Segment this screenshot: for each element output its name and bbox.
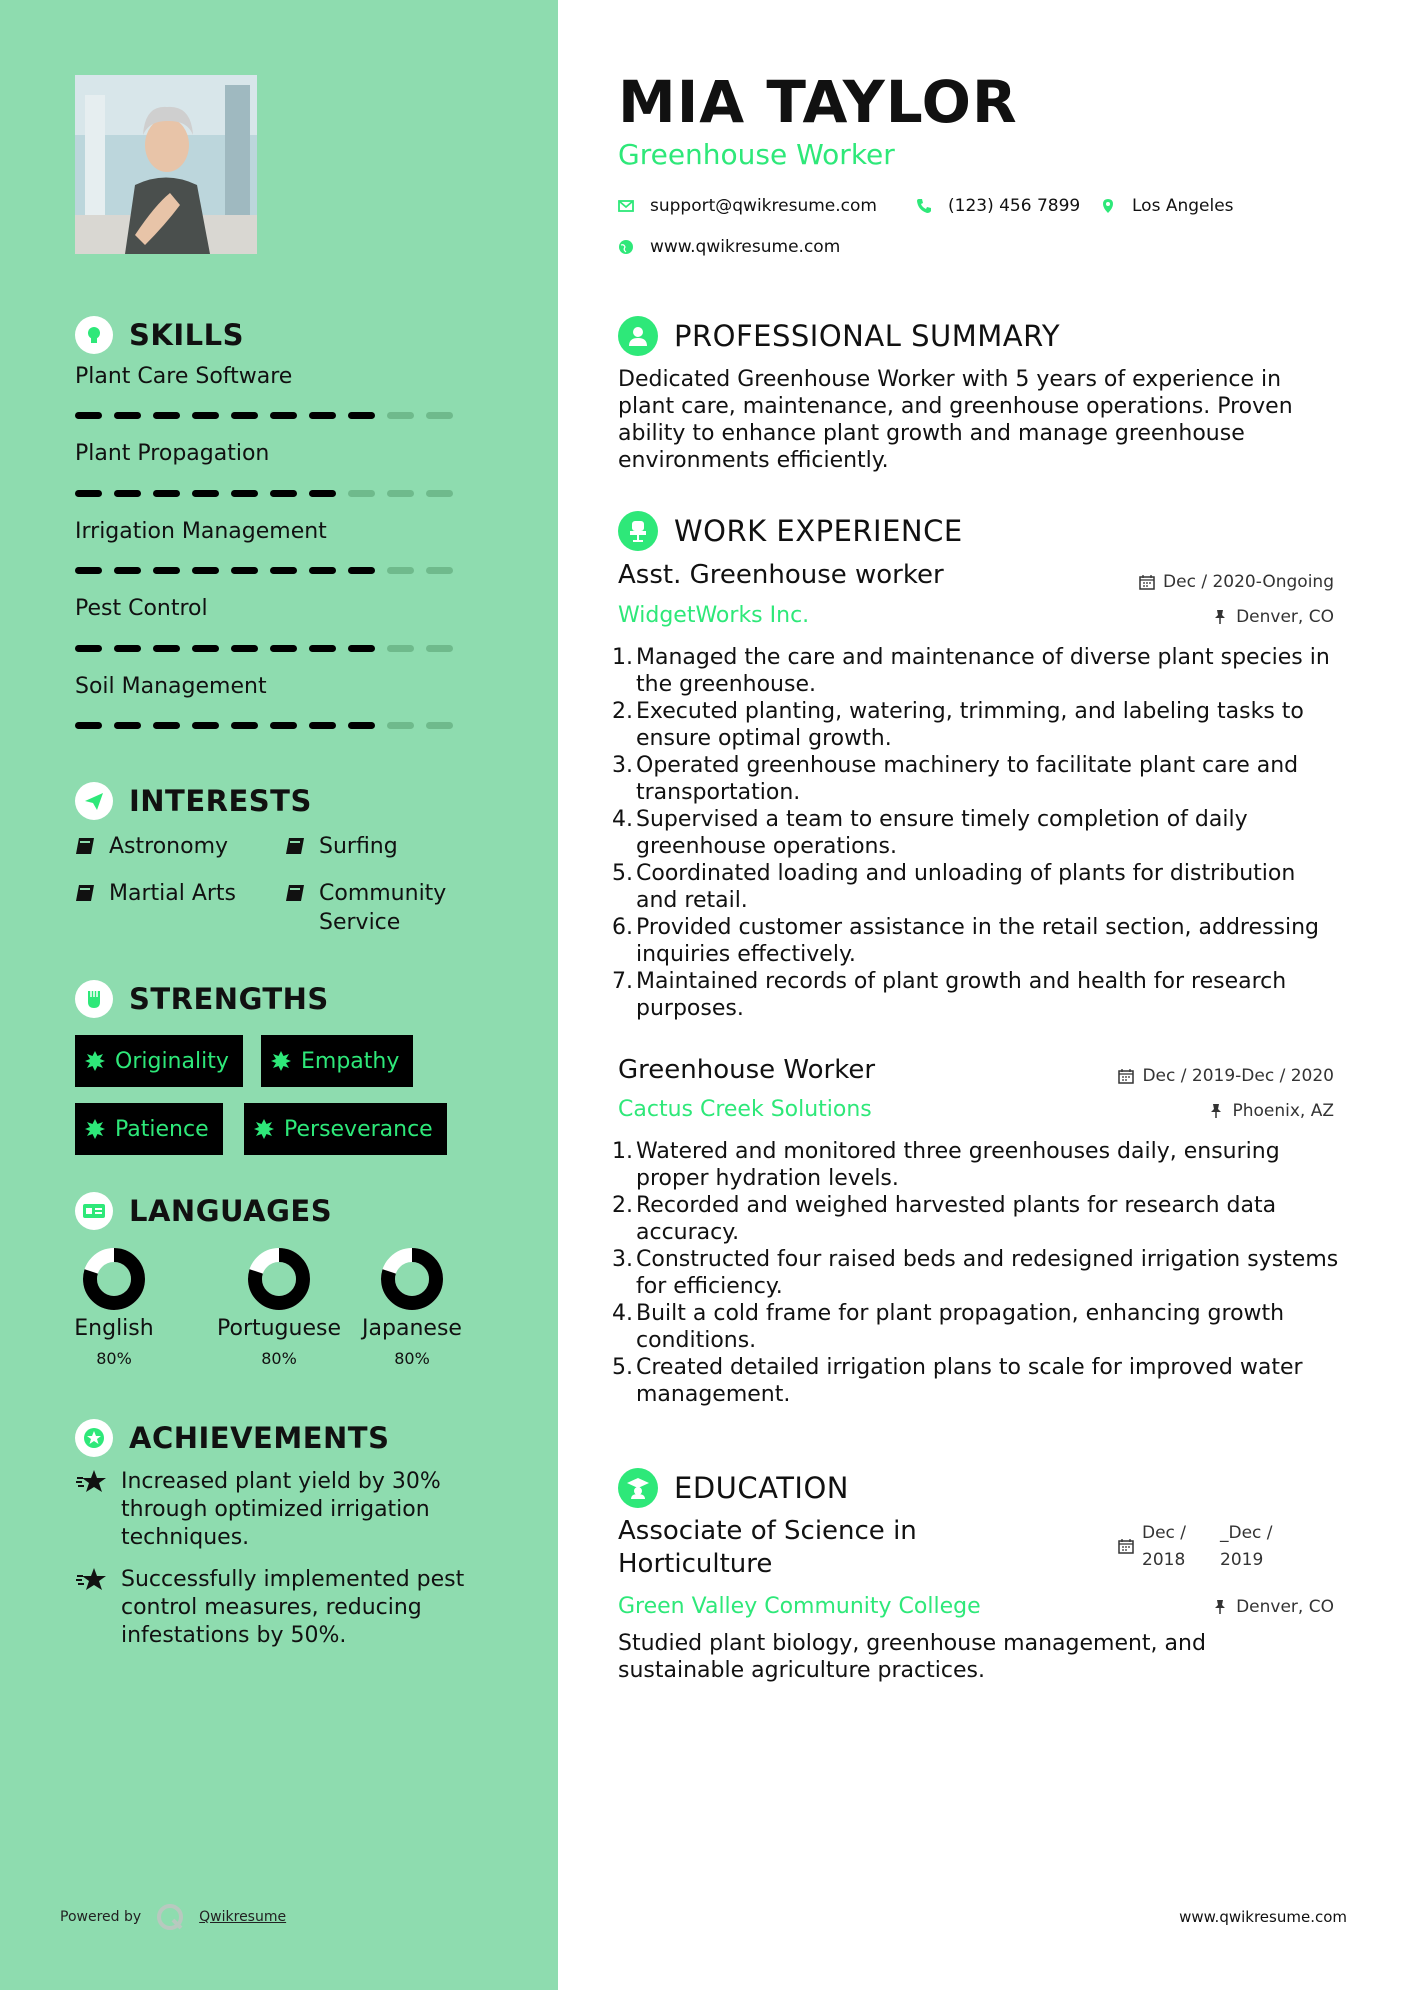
strength-tag: Patience	[75, 1103, 223, 1155]
skill-dash	[387, 490, 414, 497]
id-card-icon	[75, 1192, 113, 1230]
lightbulb-icon	[75, 316, 113, 354]
chair-icon	[618, 511, 658, 551]
education-description: Studied plant biology, greenhouse management, and sustainable agriculture practices.	[618, 1631, 1206, 1683]
interests-heading	[75, 782, 312, 820]
book-icon	[285, 837, 305, 855]
skill-dash	[153, 490, 180, 497]
badge-icon	[85, 1119, 105, 1139]
contact-location: Los Angeles	[1100, 196, 1234, 216]
contact-website[interactable]: www.qwikresume.com	[618, 237, 840, 257]
job-responsibilities	[612, 644, 1342, 1022]
skill-bar	[75, 722, 465, 729]
section-title: PROFESSIONAL SUMMARY	[674, 319, 1061, 353]
language-donut	[81, 1246, 147, 1312]
skill-dash	[426, 567, 453, 574]
skill-dash	[348, 645, 375, 652]
skill-dash	[114, 490, 141, 497]
skill-dash	[426, 490, 453, 497]
language-item	[342, 1246, 482, 1368]
company-name: WidgetWorks Inc.	[618, 603, 810, 628]
badge-icon	[85, 1051, 105, 1071]
responsibility-item: Constructed four raised beds and redesigned irrigation systems for efficiency.	[636, 1247, 1339, 1299]
skill-dash	[75, 567, 102, 574]
paper-plane-icon	[75, 782, 113, 820]
candidate-title: Greenhouse Worker	[618, 138, 895, 171]
skill-dash	[153, 412, 180, 419]
skill-dash	[309, 490, 336, 497]
skill-dash	[309, 645, 336, 652]
skill-dash	[114, 567, 141, 574]
profile-photo	[75, 75, 257, 254]
book-icon	[75, 837, 95, 855]
degree-title: Associate of Science in Horticulture	[618, 1516, 917, 1579]
skill-dash	[192, 490, 219, 497]
interest-item: Martial Arts	[75, 879, 236, 908]
skill-dash	[75, 490, 102, 497]
section-title: STRENGTHS	[129, 982, 329, 1016]
pushpin-icon	[1212, 1599, 1228, 1615]
language-percent: 80%	[96, 1349, 132, 1368]
phone-icon	[916, 198, 932, 214]
skill-dash	[309, 722, 336, 729]
job-title: Asst. Greenhouse worker	[618, 560, 944, 590]
responsibility-item: Supervised a team to ensure timely completion of daily greenhouse operations.	[636, 807, 1248, 859]
calendar-icon	[1139, 574, 1155, 590]
education-heading	[618, 1468, 849, 1508]
skill-dash	[75, 645, 102, 652]
language-percent: 80%	[261, 1349, 297, 1368]
skill-dash	[114, 412, 141, 419]
language-item	[209, 1246, 349, 1368]
summary-heading	[618, 316, 1060, 356]
skill-dash	[309, 412, 336, 419]
skill-dash	[387, 722, 414, 729]
strength-tag: Originality	[75, 1035, 243, 1087]
job-dates: Dec / 2019-Dec / 2020	[1118, 1066, 1334, 1086]
achievement-item: Successfully implemented pest control measures, reducing infestations by 50%.	[75, 1566, 495, 1650]
job-dates: Dec / 2020-Ongoing	[1139, 572, 1334, 592]
achievements-heading	[75, 1419, 389, 1457]
job-title: Greenhouse Worker	[618, 1055, 876, 1085]
section-title: SKILLS	[129, 318, 244, 352]
footer-powered: Powered by Qwikresume	[60, 1902, 286, 1932]
graduate-icon	[618, 1468, 658, 1508]
fist-icon	[75, 980, 113, 1018]
pushpin-icon	[1212, 609, 1228, 625]
skill-dash	[270, 722, 297, 729]
skill-dash	[348, 490, 375, 497]
strengths-heading	[75, 980, 329, 1018]
envelope-icon	[618, 198, 634, 214]
language-item	[44, 1246, 184, 1368]
skill-dash	[309, 567, 336, 574]
strength-tag: Empathy	[261, 1035, 413, 1087]
skill-dash	[153, 645, 180, 652]
star-icon	[75, 1566, 107, 1594]
contact-phone[interactable]: (123) 456 7899	[916, 196, 1080, 216]
responsibility-item: Maintained records of plant growth and health for research purposes.	[636, 969, 1287, 1021]
skill-dash	[270, 567, 297, 574]
skill-dash	[426, 412, 453, 419]
skills-heading	[75, 316, 244, 354]
responsibility-item: Created detailed irrigation plans to scale for improved water management.	[636, 1355, 1303, 1407]
language-percent: 80%	[394, 1349, 430, 1368]
section-title: EDUCATION	[674, 1471, 850, 1505]
achievement-item: Increased plant yield by 30% through optimized irrigation techniques.	[75, 1468, 495, 1552]
section-title: WORK EXPERIENCE	[674, 514, 963, 548]
qwikresume-link[interactable]: Qwikresume	[199, 1909, 287, 1925]
language-name: Portuguese	[217, 1316, 341, 1341]
skill-dash	[270, 490, 297, 497]
skill-dash	[348, 722, 375, 729]
skill-dash	[75, 722, 102, 729]
candidate-name: MIA TAYLOR	[618, 68, 1018, 136]
book-icon	[75, 884, 95, 902]
responsibility-item: Coordinated loading and unloading of plants for distribution and retail.	[636, 861, 1296, 913]
globe-icon	[618, 239, 634, 255]
language-donut	[379, 1246, 445, 1312]
skill-dash	[348, 412, 375, 419]
languages-heading	[75, 1192, 332, 1230]
responsibility-item: Managed the care and maintenance of diverse plant species in the greenhouse.	[636, 645, 1330, 697]
skill-name: Plant Care Software	[75, 364, 293, 389]
calendar-icon	[1118, 1538, 1134, 1554]
map-pin-icon	[1100, 198, 1116, 214]
skill-dash	[153, 722, 180, 729]
skill-dash	[114, 722, 141, 729]
skill-bar	[75, 412, 465, 419]
skill-dash	[270, 412, 297, 419]
pushpin-icon	[1208, 1103, 1224, 1119]
experience-heading	[618, 511, 963, 551]
skill-bar	[75, 490, 465, 497]
star-badge-icon	[75, 1419, 113, 1457]
skill-dash	[231, 722, 258, 729]
skill-dash	[75, 412, 102, 419]
skill-dash	[231, 645, 258, 652]
responsibility-item: Operated greenhouse machinery to facilitate plant care and transportation.	[636, 753, 1299, 805]
skill-dash	[192, 567, 219, 574]
skill-bar	[75, 567, 465, 574]
responsibility-item: Recorded and weighed harvested plants for research data accuracy.	[636, 1193, 1277, 1245]
section-title: ACHIEVEMENTS	[129, 1421, 390, 1455]
education-dates: Dec / 2018 _Dec / 2019	[1118, 1520, 1290, 1574]
skill-dash	[231, 412, 258, 419]
interest-item: Surfing	[285, 832, 398, 861]
calendar-icon	[1118, 1068, 1134, 1084]
language-name: English	[74, 1316, 154, 1341]
skill-dash	[231, 567, 258, 574]
skill-dash	[192, 412, 219, 419]
skill-dash	[426, 645, 453, 652]
school-name: Green Valley Community College	[618, 1594, 981, 1619]
star-icon	[75, 1468, 107, 1496]
skill-dash	[426, 722, 453, 729]
skill-dash	[387, 567, 414, 574]
skill-dash	[231, 490, 258, 497]
book-icon	[285, 884, 305, 902]
responsibility-item: Executed planting, watering, trimming, and labeling tasks to ensure optimal growth.	[636, 699, 1304, 751]
qwikresume-logo-icon	[155, 1902, 185, 1932]
skill-dash	[270, 645, 297, 652]
contact-email[interactable]: support@qwikresume.com	[618, 196, 877, 216]
badge-icon	[254, 1119, 274, 1139]
strength-tag: Perseverance	[244, 1103, 447, 1155]
skill-name: Soil Management	[75, 674, 267, 699]
skill-dash	[192, 722, 219, 729]
skill-dash	[192, 645, 219, 652]
responsibility-item: Provided customer assistance in the retail section, addressing inquiries effectively.	[636, 915, 1319, 967]
skill-dash	[114, 645, 141, 652]
section-title: INTERESTS	[129, 784, 312, 818]
job-responsibilities	[612, 1138, 1342, 1408]
footer-website[interactable]: www.qwikresume.com	[1179, 1908, 1347, 1926]
skill-dash	[387, 412, 414, 419]
badge-icon	[271, 1051, 291, 1071]
skill-name: Plant Propagation	[75, 441, 270, 466]
section-title: LANGUAGES	[129, 1194, 333, 1228]
interest-item: Astronomy	[75, 832, 228, 861]
education-location: Denver, CO	[1212, 1597, 1334, 1617]
interest-item: Community Service	[285, 879, 465, 937]
skill-dash	[387, 645, 414, 652]
skill-bar	[75, 645, 465, 652]
summary-text: Dedicated Greenhouse Worker with 5 years of experience in plant care, maintenance, and greenhouse operations. Proven ability to enhance plant growth and manage greenhouse environments efficiently.	[618, 367, 1293, 473]
language-donut	[246, 1246, 312, 1312]
job-location: Phoenix, AZ	[1208, 1101, 1334, 1121]
skill-dash	[348, 567, 375, 574]
sidebar	[0, 0, 558, 1990]
responsibility-item: Watered and monitored three greenhouses daily, ensuring proper hydration levels.	[636, 1139, 1280, 1191]
skill-dash	[153, 567, 180, 574]
user-icon	[618, 316, 658, 356]
job-location: Denver, CO	[1212, 607, 1334, 627]
skill-name: Pest Control	[75, 596, 208, 621]
language-name: Japanese	[362, 1316, 462, 1341]
company-name: Cactus Creek Solutions	[618, 1097, 872, 1122]
skill-name: Irrigation Management	[75, 519, 327, 544]
responsibility-item: Built a cold frame for plant propagation, enhancing growth conditions.	[636, 1301, 1285, 1353]
